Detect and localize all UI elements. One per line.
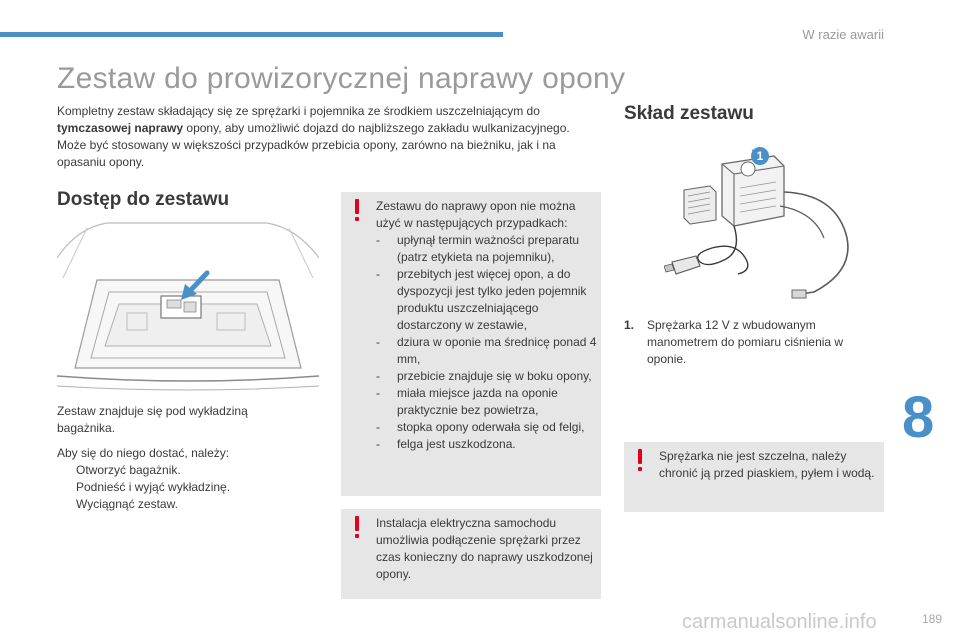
kit-location-text: Zestaw znajduje się pod wykładziną bagażnika. (57, 404, 248, 435)
chapter-number: 8 (902, 385, 935, 450)
list-item (376, 334, 598, 368)
exclamation-icon (632, 448, 648, 472)
list-item (57, 479, 317, 496)
dash-marker: - (376, 386, 380, 400)
callout-number: 1 (756, 149, 764, 163)
intro-paragraph (57, 103, 597, 171)
warning-item-text: miała miejsce jazda na oponie praktycznie bez powietrza, (397, 386, 558, 417)
list-item (376, 266, 598, 334)
list-item (376, 436, 598, 453)
warning-item-text: przebicie znajduje się w boku opony, (397, 369, 592, 383)
dash-marker: - (376, 369, 380, 383)
list-item (376, 419, 598, 436)
dash-marker: - (376, 233, 380, 247)
exclamation-icon (349, 198, 365, 222)
warning-list (376, 232, 598, 453)
dash-marker: - (376, 437, 380, 451)
steps-intro: Aby się do niego dostać, należy: (57, 446, 230, 460)
list-item (376, 385, 598, 419)
intro-text-start: Kompletny zestaw składający się ze sprężarki i pojemnika ze środkiem uszczelniającym do (57, 104, 540, 118)
list-item (57, 496, 317, 513)
page-title: Zestaw do prowizorycznej naprawy opony (57, 62, 626, 95)
kit-heading: Skład zestawu (624, 103, 754, 124)
header-accent-bar (0, 32, 503, 37)
kit-item (624, 317, 844, 368)
warning-text (376, 198, 598, 453)
warning-box-electrical (341, 509, 601, 599)
warning-box-sealing (624, 442, 884, 512)
step-text: Otworzyć bagażnik. (76, 463, 181, 477)
item-text: Sprężarka 12 V z wbudowanym manometrem do pomiaru ciśnienia w oponie. (647, 318, 844, 366)
warning-item-text: dziura w oponie ma średnicę ponad 4 mm, (397, 335, 597, 366)
list-item (57, 462, 317, 479)
compressor-illustration (664, 142, 876, 304)
access-heading: Dostęp do zestawu (57, 189, 230, 210)
step-text: Wyciągnąć zestaw. (76, 497, 178, 511)
intro-bold-text: tymczasowej naprawy (57, 121, 184, 135)
list-item (376, 232, 598, 266)
watermark-text: carmanualsonline.info (682, 611, 877, 633)
warning-item-text: stopka opony oderwała się od felgi, (397, 420, 585, 434)
warning-item-text: upłynął termin ważności preparatu (patrz etykieta na pojemniku), (397, 233, 580, 264)
section-title: W razie awarii (802, 27, 884, 42)
step-text: Podnieść i wyjąć wykładzinę. (76, 480, 231, 494)
dash-marker: - (376, 420, 380, 434)
dash-marker: - (376, 335, 380, 349)
item-number: 1. (624, 318, 635, 332)
warning-item-text: felga jest uszkodzona. (397, 437, 516, 451)
warning-item-text: przebitych jest więcej opon, a do dyspozycji jest tylko jeden pojemnik produktu uszczelniającego dostarczony w zestawie, (397, 267, 587, 332)
warning-text: Instalacja elektryczna samochodu umożliwia podłączenie sprężarki przez czas konieczny do naprawy uszkodzonej opony. (376, 516, 593, 581)
intro-text-end: opony, aby umożliwić dojazd do najbliższego zakładu wulkanizacyjnego. Może być stosowany w większości przypadków przebicia opony, zarówno na bieżniku, jak i na opasaniu opony. (57, 121, 570, 169)
list-item (376, 368, 598, 385)
trunk-illustration (57, 218, 319, 394)
page-number: 189 (921, 612, 942, 626)
exclamation-icon (349, 515, 365, 539)
dash-marker: - (376, 267, 380, 281)
warning-intro: Zestawu do naprawy opon nie można użyć w następujących przypadkach: (376, 199, 576, 230)
warning-box-usage (341, 192, 601, 496)
access-steps (57, 445, 317, 513)
warning-text: Sprężarka nie jest szczelna, należy chronić ją przed piaskiem, pyłem i wodą. (659, 449, 875, 480)
